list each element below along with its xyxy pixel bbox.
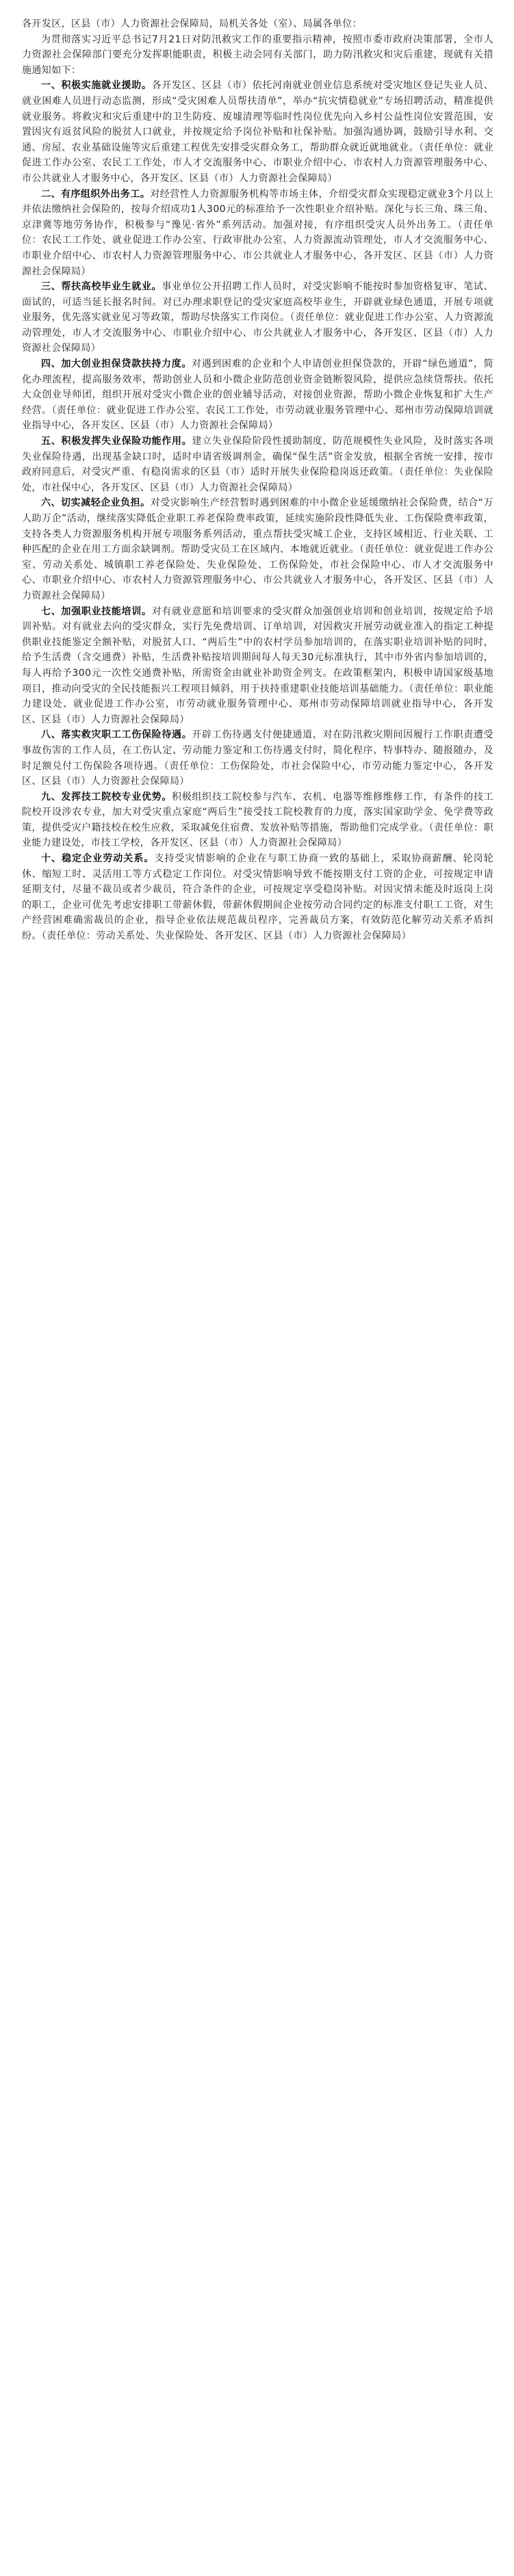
notice-body bbox=[22, 16, 493, 944]
section-9 bbox=[22, 790, 493, 851]
section-5 bbox=[22, 434, 493, 495]
section-10 bbox=[22, 851, 493, 944]
section-body: 对经营性人力资源服务机构等市场主体，介绍受灾群众实现稳定就业3个月以上并依法缴纳社会保险的，按每介绍成功1人300元的标准给予一次性职业介绍补贴。深化与长三角、珠三角、京津冀等地劳务协作，积极参与“豫见·省外”系列活动。加强对接，有序组织受灾人员外出务工。（责任单位：农民工工作处、就业促进工作办公室、行政审批办公室、人力资源流动管理处，市人才交流服务中心、市职业介绍中心、市农村人力资源管理服务中心、市公共就业人才服务中心，各开发区、区县（市）人力资源社会保障局） bbox=[22, 188, 494, 277]
section-body: 积极组织技工院校参与汽车、农机、电器等维修维修工作，有条件的技工院校开设涉农专业，加大对受灾重点家庭“两后生”接受技工院校教育的力度，落实国家助学金、免学费等政策，提供受灾户籍技校在校生应救，采取减免住宿费、发放补贴等措施，帮助他们完成学业。（责任单位：职业能力建设处，市技工学校，各开发区、区县（市）人力资源社会保障局） bbox=[22, 791, 493, 849]
section-body: 各开发区、区县（市）依托河南就业创业信息系统对受灾地区登记失业人员、就业困难人员进行动态监测，形成“受灾困难人员帮扶清单”，举办“抗灾情稳就业”专场招聘活动，精准提供就业服务。将救灾和灾后重建中的卫生防疫、废墟清理等临时性岗位优先向入乡村公益性岗位安置范围，安置因灾有返贫风险的脱贫人口就业，并按规定给予岗位补贴和社保补贴。加强沟通协调，鼓励引导水利、交通、房屋、农业基础设施等灾后重建工程优先安排受灾群众务工，帮助群众就近就地就业。（责任单位：就业促进工作办公室、农民工工作处，市人才交流服务中心、市职业介绍中心、市农村人力资源管理服务中心、市公共就业人才服务中心，各开发区、区县（市）人力资源社会保障局） bbox=[22, 80, 493, 184]
section-heading: 七、加强职业技能培训。 bbox=[41, 606, 152, 617]
section-body: 开辟工伤待遇支付便捷通道，对在防汛救灾期间因履行工作职责遭受事故伤害的工作人员，在工伤认定、劳动能力鉴定和工伤待遇支付时，简化程序、特事特办、随报随办，及时足额兑付工伤保险各项待遇。（责任单位：工伤保险处，市社会保险中心，市劳动能力鉴定中心，各开发区、区县（市）人力资源社会保障局） bbox=[22, 729, 494, 788]
addressees: 各开发区，区县（市）人力资源社会保障局，局机关各处（室）、局属各单位： bbox=[22, 18, 362, 29]
section-2 bbox=[22, 187, 493, 280]
section-body: 建立失业保险阶段性援助制度，防范规模性失业风险，及时落实各项失业保险待遇，出现基金缺口时，适时申请省级调剂金，确保“保生活”资金发放，根据全省统一安排，按市政府同意后，对受灾严重、有稳岗需求的区县（市）适时开展失业保险稳岗返还政策。（责任单位：失业保险处，市社保中心，各开发区、区县（市）人力资源社会保障局） bbox=[22, 436, 494, 493]
section-heading: 四、加大创业担保贷款扶持力度。 bbox=[41, 359, 192, 370]
section-7 bbox=[22, 604, 493, 728]
section-body: 对遇到困难的企业和个人申请创业担保贷款的，开辟“绿色通道”，简化办理流程，提高服务效率，帮助创业人员和小微企业防范创业资金链断裂风险，提供应急续贷帮扶。依托大众创业导师团，组织开展对受灾小微企业的创业辅导活动，对接创业资源，帮助小微企业恢复和扩大生产经营。（责任单位：就业促进工作办公室、农民工工作处，市劳动就业服务管理中心、郑州市劳动保障培训就业指导中心，各开发区、区县（市）人力资源社会保障局） bbox=[22, 359, 493, 432]
section-heading: 十、稳定企业劳动关系。 bbox=[41, 853, 155, 865]
section-body: 支持受灾情影响的企业在与职工协商一致的基础上，采取协商薪酬、轮岗轮休、缩短工时、灵活用工等方式稳定工作岗位。对受灾情影响导致不能按期支付工资的企业，可按规定申请延期支付，尽量不裁员或者少裁员，符合条件的企业，可按规定享受稳岗补贴。对因灾情未能及时返岗上岗的职工，企业可优先考虑安排职工带薪休假，带薪休假期间企业按劳动合同约定的标准支付职工工资，对生产经营困难确需裁员的企业，指导企业依法规范裁员程序，完善裁员方案，有效防范化解劳动关系矛盾纠纷。（责任单位：劳动关系处、失业保险处、各开发区、区县（市）人力资源社会保障局） bbox=[22, 853, 493, 942]
section-heading: 六、切实减轻企业负担。 bbox=[41, 497, 151, 509]
section-1 bbox=[22, 78, 493, 186]
section-heading: 一、积极实施就业援助。 bbox=[41, 80, 152, 92]
section-heading: 九、发挥技工院校专业优势。 bbox=[41, 791, 172, 803]
intro-paragraph: 为贯彻落实习近平总书记7月21日对防汛救灾工作的重要指示精神，按照市委市政府决策部署，全市人力资源社会保障部门要充分发挥职能职责，积极主动会同有关部门，助力防汛救灾和灾后重建，现就有关措施通知如下： bbox=[22, 34, 493, 76]
section-8 bbox=[22, 727, 493, 789]
section-3 bbox=[22, 279, 493, 356]
section-body: 对有就业意愿和培训要求的受灾群众加强创业培训和创业培训，按规定给予培训补贴。对有就业去向的受灾群众，实行先免费培训、订单培训，对因救灾开展劳动就业准入的指定工种提供职业技能鉴定全额补贴，对脱贫人口、“两后生”中的农村学员参加培训的，在落实职业培训补贴的同时，给予生活费（含交通费）补贴，生活费补贴按培训期间每人每天30元标准执行，其中市外省内参加培训的，每人再给予300元一次性交通费补贴，所需资金由就业补助资金列支。在政策框架内，积极申请国家级基地项目，推动向受灾的全民技能振兴工程项目倾斜，用于扶持重建职业技能培训基础能力。（责任单位：职业能力建设处、就业促进工作办公室，市劳动就业服务管理中心、郑州市劳动保障培训就业指导中心，各开发区、区县（市）人力资源社会保障局） bbox=[22, 606, 493, 725]
section-heading: 三、帮扶高校毕业生就业。 bbox=[41, 281, 162, 293]
section-6 bbox=[22, 495, 493, 603]
section-heading: 五、积极发挥失业保险功能作用。 bbox=[41, 436, 192, 447]
section-4 bbox=[22, 356, 493, 434]
section-body: 事业单位公开招聘工作人员时，对受灾影响不能按时参加资格复审、笔试、面试的，可适当延长报名时间。对已办理求职登记的受灾家庭高校毕业生，开辟就业绿色通道，开展专项就业服务，优先落实就业见习等政策，帮助尽快落实工作岗位。（责任单位：就业促进工作办公室、人力资源流动管理处，市人才交流服务中心、市职业介绍中心、市公共就业人才服务中心，各开发区、区县（市）人力资源社会保障局） bbox=[22, 281, 493, 354]
section-heading: 二、有序组织外出务工。 bbox=[41, 188, 151, 200]
section-heading: 八、落实救灾职工工伤保险待遇。 bbox=[41, 729, 192, 741]
section-body: 对受灾影响生产经营暂时遇到困难的中小微企业延缓缴纳社会保险费，结合“万人助万企”活动，继续落实降低企业职工养老保险费率政策，延续实施阶段性降低失业、工伤保险费率政策，支持各类人力资源服务机构开展专项服务系列活动，重点帮扶受灾城工企业，支持区域相近、行业关联、工种匹配的企业在用工方面余缺调剂。帮助受灾员工在区域内、本地就近就业。（责任单位：就业促进工作办公室、劳动关系处、城镇职工养老保险处、失业保险处、工伤保险处，市社会保险中心、市人才交流服务中心、市职业介绍中心、市农村人力资源管理服务中心、市公共就业人才服务中心，各开发区、区县（市）人力资源社会保障局） bbox=[22, 497, 493, 601]
